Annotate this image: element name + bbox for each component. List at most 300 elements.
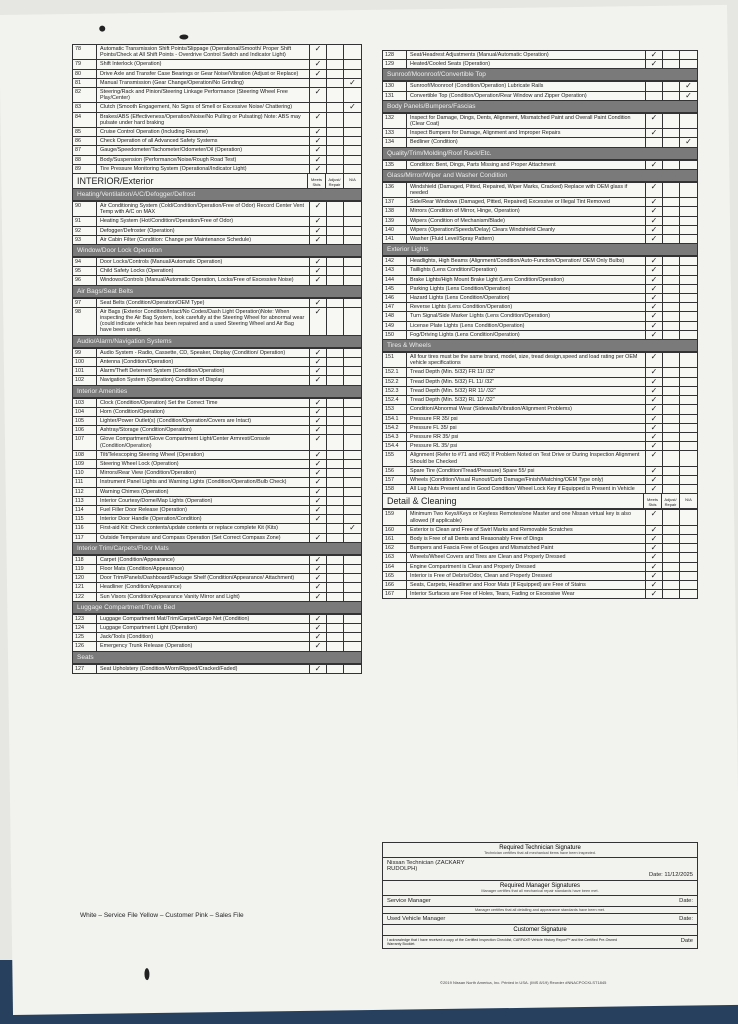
adjust-repair-check[interactable] [327,642,344,650]
meets-standard-check[interactable]: ✓ [646,510,663,524]
adjust-repair-check[interactable] [327,624,344,632]
not-applicable-check[interactable] [680,396,697,404]
not-applicable-check[interactable] [344,113,361,127]
not-applicable-check[interactable] [344,460,361,468]
not-applicable-check[interactable] [344,156,361,164]
meets-standard-check[interactable]: ✓ [646,217,663,225]
meets-standard-check[interactable] [646,138,663,146]
adjust-repair-check[interactable] [663,138,680,146]
meets-standard-check[interactable]: ✓ [310,469,327,477]
adjust-repair-check[interactable] [327,103,344,111]
meets-standard-check[interactable]: ✓ [646,161,663,169]
meets-standard-check[interactable]: ✓ [310,308,327,335]
adjust-repair-check[interactable] [327,399,344,407]
adjust-repair-check[interactable] [327,524,344,532]
meets-standard-check[interactable]: ✓ [310,137,327,145]
meets-standard-check[interactable]: ✓ [310,236,327,244]
not-applicable-check[interactable] [344,217,361,225]
meets-standard-check[interactable]: ✓ [310,460,327,468]
meets-standard-check[interactable]: ✓ [310,358,327,366]
not-applicable-check[interactable]: ✓ [349,523,356,533]
not-applicable-check[interactable] [680,485,697,493]
meets-standard-check[interactable]: ✓ [646,451,663,465]
not-applicable-check[interactable] [680,207,697,215]
not-applicable-check[interactable] [680,526,697,534]
not-applicable-check[interactable] [344,426,361,434]
meets-standard-check[interactable]: ✓ [646,563,663,571]
not-applicable-check[interactable] [344,665,361,673]
meets-standard-check[interactable]: ✓ [646,114,663,128]
adjust-repair-check[interactable] [663,60,680,68]
meets-standard-check[interactable]: ✓ [646,590,663,598]
meets-standard-check[interactable]: ✓ [310,202,327,216]
adjust-repair-check[interactable] [327,79,344,87]
meets-standard-check[interactable]: ✓ [310,258,327,266]
adjust-repair-check[interactable] [663,572,680,580]
not-applicable-check[interactable] [680,415,697,423]
not-applicable-check[interactable] [344,451,361,459]
not-applicable-check[interactable] [680,198,697,206]
adjust-repair-check[interactable] [327,128,344,136]
meets-standard-check[interactable]: ✓ [310,217,327,225]
signature-block [382,842,698,949]
not-applicable-check[interactable] [680,217,697,225]
not-applicable-check[interactable] [344,258,361,266]
not-applicable-check[interactable] [680,424,697,432]
not-applicable-check[interactable]: ✓ [349,102,356,112]
adjust-repair-check[interactable] [327,469,344,477]
adjust-repair-check[interactable] [327,70,344,78]
not-applicable-check[interactable] [680,114,697,128]
adjust-repair-check[interactable] [327,146,344,154]
adjust-repair-check[interactable] [327,137,344,145]
meets-standard-check[interactable]: ✓ [646,544,663,552]
not-applicable-check[interactable] [344,358,361,366]
not-applicable-check[interactable] [680,378,697,386]
meets-standard-check[interactable]: ✓ [646,312,663,320]
meets-standard-check[interactable]: ✓ [310,276,327,284]
meets-standard-check[interactable] [646,82,663,90]
not-applicable-check[interactable] [680,235,697,243]
adjust-repair-check[interactable] [327,113,344,127]
adjust-repair-check[interactable] [663,92,680,100]
not-applicable-check[interactable] [344,593,361,601]
not-applicable-check[interactable] [344,488,361,496]
not-applicable-check[interactable] [680,257,697,265]
adjust-repair-check[interactable] [327,615,344,623]
not-applicable-check[interactable] [680,266,697,274]
adjust-repair-check[interactable] [327,165,344,173]
meets-standard-check[interactable]: ✓ [646,378,663,386]
meets-standard-check[interactable]: ✓ [646,285,663,293]
not-applicable-check[interactable] [680,276,697,284]
not-applicable-check[interactable] [344,349,361,357]
meets-standard-check[interactable]: ✓ [646,467,663,475]
meets-standard-check[interactable]: ✓ [310,267,327,275]
adjust-repair-check[interactable] [663,368,680,376]
not-applicable-check[interactable] [680,405,697,413]
not-applicable-check[interactable] [344,478,361,486]
meets-standard-check[interactable]: ✓ [310,146,327,154]
meets-standard-check[interactable]: ✓ [310,565,327,573]
not-applicable-check[interactable] [344,574,361,582]
not-applicable-check[interactable] [344,60,361,68]
not-applicable-check[interactable] [344,399,361,407]
not-applicable-check[interactable] [680,60,697,68]
tech-signature-row[interactable]: Nissan Technician (ZACKARY RUDOLPH) Date: 11/12/2025 [382,858,698,881]
not-applicable-check[interactable]: ✓ [685,90,692,100]
meets-standard-check[interactable]: ✓ [310,556,327,564]
not-applicable-check[interactable] [344,642,361,650]
adjust-repair-check[interactable] [663,266,680,274]
meets-standard-check[interactable]: ✓ [646,129,663,137]
adjust-repair-check[interactable] [327,408,344,416]
adjust-repair-check[interactable] [663,563,680,571]
not-applicable-check[interactable] [344,624,361,632]
not-applicable-check[interactable]: ✓ [685,137,692,147]
meets-standard-check[interactable]: ✓ [646,581,663,589]
not-applicable-check[interactable] [344,534,361,542]
adjust-repair-check[interactable] [663,535,680,543]
meets-standard-check[interactable]: ✓ [310,60,327,68]
meets-standard-check[interactable]: ✓ [646,526,663,534]
meets-standard-check[interactable]: ✓ [310,534,327,542]
not-applicable-check[interactable] [344,408,361,416]
adjust-repair-check[interactable] [663,294,680,302]
not-applicable-check[interactable] [344,367,361,375]
not-applicable-check[interactable] [680,226,697,234]
checklist-row [382,92,698,101]
service-manager-row[interactable]: Service Manager Date: [382,896,698,907]
not-applicable-check[interactable]: ✓ [349,77,356,87]
meets-standard-check[interactable]: ✓ [646,476,663,484]
adjust-repair-check[interactable] [663,442,680,450]
adjust-repair-check[interactable] [663,415,680,423]
adjust-repair-check[interactable] [327,258,344,266]
detail-cleaning-header: Detail & Cleaning Meets Stds Adjust/ Repair N/A [382,494,698,509]
adjust-repair-check[interactable] [663,331,680,339]
meets-standard-check[interactable]: ✓ [310,376,327,384]
meets-standard-check[interactable]: ✓ [646,353,663,367]
adjust-repair-check[interactable] [663,526,680,534]
adjust-repair-check[interactable] [327,367,344,375]
adjust-repair-check[interactable] [327,435,344,449]
meets-standard-check[interactable]: ✓ [310,665,327,673]
meets-standard-check[interactable]: ✓ [646,433,663,441]
meets-standard-check[interactable]: ✓ [310,45,327,59]
adjust-repair-check[interactable] [663,235,680,243]
adjust-repair-check[interactable] [327,308,344,335]
not-applicable-check[interactable] [344,299,361,307]
adjust-repair-check[interactable] [327,665,344,673]
not-applicable-check[interactable] [344,165,361,173]
meets-standard-check[interactable]: ✓ [310,165,327,173]
not-applicable-check[interactable] [344,556,361,564]
adjust-repair-check[interactable] [327,506,344,514]
meets-standard-check[interactable]: ✓ [310,88,327,102]
not-applicable-check[interactable] [680,312,697,320]
meets-standard-check[interactable]: ✓ [646,572,663,580]
meets-standard-check[interactable]: ✓ [310,642,327,650]
adjust-repair-check[interactable] [663,581,680,589]
adjust-repair-check[interactable] [327,497,344,505]
adjust-repair-check[interactable] [327,60,344,68]
meets-standard-check[interactable]: ✓ [646,51,663,59]
adjust-repair-check[interactable] [327,583,344,591]
meets-standard-check[interactable]: ✓ [646,424,663,432]
adjust-repair-check[interactable] [327,556,344,564]
adjust-repair-check[interactable] [327,276,344,284]
meets-standard-check[interactable]: ✓ [646,405,663,413]
not-applicable-check[interactable] [680,510,697,524]
adjust-repair-check[interactable] [663,82,680,90]
not-applicable-check[interactable] [344,417,361,425]
section-heading: Air Bags/Seat Belts [72,286,362,298]
not-applicable-check[interactable] [344,583,361,591]
adjust-repair-check[interactable] [663,476,680,484]
not-applicable-check[interactable] [680,572,697,580]
meets-standard-check[interactable]: ✓ [310,367,327,375]
adjust-repair-check[interactable] [663,387,680,395]
not-applicable-check[interactable] [680,442,697,450]
not-applicable-check[interactable] [344,267,361,275]
meets-standard-check[interactable]: ✓ [310,426,327,434]
adjust-repair-check[interactable] [327,534,344,542]
meets-standard-check[interactable]: ✓ [310,593,327,601]
adjust-repair-check[interactable] [663,467,680,475]
meets-standard-check[interactable]: ✓ [646,535,663,543]
not-applicable-check[interactable] [680,476,697,484]
adjust-repair-check[interactable] [663,183,680,197]
adjust-repair-check[interactable] [663,378,680,386]
adjust-repair-check[interactable] [327,358,344,366]
meets-standard-check[interactable]: ✓ [310,574,327,582]
meets-standard-check[interactable]: ✓ [646,303,663,311]
adjust-repair-check[interactable] [663,114,680,128]
meets-standard-check[interactable]: ✓ [310,408,327,416]
not-applicable-check[interactable] [680,294,697,302]
adjust-repair-check[interactable] [327,376,344,384]
not-applicable-check[interactable] [680,303,697,311]
meets-standard-check[interactable]: ✓ [646,276,663,284]
meets-standard-check[interactable]: ✓ [310,488,327,496]
meets-standard-check[interactable]: ✓ [310,227,327,235]
customer-signature-row[interactable]: I acknowledge that I have received a copy of the Certified Inspection Checklist, CARFAX® Vehicle History Report™ and the Certified Pre-Owned Warranty Booklet. Date [382,936,698,949]
not-applicable-check[interactable] [344,88,361,102]
not-applicable-check[interactable] [680,535,697,543]
adjust-repair-check[interactable] [663,285,680,293]
meets-standard-check[interactable]: ✓ [310,417,327,425]
meets-standard-check[interactable]: ✓ [310,399,327,407]
meets-standard-check[interactable]: ✓ [310,156,327,164]
not-applicable-check[interactable] [680,368,697,376]
meets-standard-check[interactable]: ✓ [646,396,663,404]
meets-standard-check[interactable]: ✓ [646,368,663,376]
used-vehicle-manager-row[interactable]: Used Vehicle Manager Date: [382,914,698,925]
not-applicable-check[interactable] [680,451,697,465]
adjust-repair-check[interactable] [663,198,680,206]
meets-standard-check[interactable]: ✓ [646,183,663,197]
adjust-repair-check[interactable] [663,433,680,441]
meets-standard-check[interactable]: ✓ [310,113,327,127]
meets-standard-check[interactable]: ✓ [646,415,663,423]
adjust-repair-check[interactable] [663,303,680,311]
not-applicable-check[interactable] [344,633,361,641]
adjust-repair-check[interactable] [327,217,344,225]
not-applicable-check[interactable] [344,515,361,523]
meets-standard-check[interactable]: ✓ [646,198,663,206]
adjust-repair-check[interactable] [663,226,680,234]
not-applicable-check[interactable] [344,227,361,235]
not-applicable-check[interactable] [344,276,361,284]
not-applicable-check[interactable] [344,128,361,136]
adjust-repair-check[interactable] [663,590,680,598]
not-applicable-check[interactable] [344,146,361,154]
adjust-repair-check[interactable] [327,88,344,102]
adjust-repair-check[interactable] [327,156,344,164]
meets-standard-check[interactable] [646,92,663,100]
adjust-repair-check[interactable] [663,405,680,413]
adjust-repair-check[interactable] [663,257,680,265]
not-applicable-check[interactable] [680,353,697,367]
adjust-repair-check[interactable] [327,478,344,486]
not-applicable-check[interactable] [680,285,697,293]
not-applicable-check[interactable] [344,236,361,244]
item-description: Interior is Free of Debris/Odor, Clean and Properly Dressed [407,572,646,580]
not-applicable-check[interactable] [680,581,697,589]
not-applicable-check[interactable] [344,308,361,335]
meets-standard-check[interactable]: ✓ [310,506,327,514]
meets-standard-check[interactable]: ✓ [310,515,327,523]
not-applicable-check[interactable] [680,467,697,475]
meets-standard-check[interactable]: ✓ [646,331,663,339]
meets-standard-check[interactable]: ✓ [310,451,327,459]
not-applicable-check[interactable] [680,51,697,59]
not-applicable-check[interactable] [680,553,697,561]
meets-standard-check[interactable]: ✓ [310,70,327,78]
adjust-repair-check[interactable] [327,426,344,434]
adjust-repair-check[interactable] [663,161,680,169]
adjust-repair-check[interactable] [663,396,680,404]
meets-standard-check[interactable]: ✓ [310,478,327,486]
item-number: 129 [383,60,407,68]
meets-standard-check[interactable] [310,103,327,111]
meets-standard-check[interactable]: ✓ [310,633,327,641]
meets-standard-check[interactable]: ✓ [646,60,663,68]
meets-standard-check[interactable]: ✓ [310,497,327,505]
adjust-repair-check[interactable] [663,322,680,330]
adjust-repair-check[interactable] [327,267,344,275]
not-applicable-check[interactable] [344,202,361,216]
adjust-repair-check[interactable] [327,417,344,425]
meets-standard-check[interactable]: ✓ [646,553,663,561]
adjust-repair-check[interactable] [327,574,344,582]
not-applicable-check[interactable] [344,615,361,623]
adjust-repair-check[interactable] [327,227,344,235]
meets-standard-check[interactable]: ✓ [646,207,663,215]
meets-standard-check[interactable]: ✓ [646,322,663,330]
adjust-repair-check[interactable] [663,207,680,215]
adjust-repair-check[interactable] [663,312,680,320]
item-description: Tread Depth (Min. 5/32) FR 11/ /32" [407,368,646,376]
not-applicable-check[interactable]: ✓ [685,81,692,91]
meets-standard-check[interactable]: ✓ [310,128,327,136]
adjust-repair-check[interactable] [663,510,680,524]
not-applicable-check[interactable] [680,590,697,598]
meets-standard-check[interactable]: ✓ [310,583,327,591]
not-applicable-check[interactable] [344,497,361,505]
meets-standard-check[interactable]: ✓ [310,615,327,623]
meets-standard-check[interactable]: ✓ [646,387,663,395]
adjust-repair-check[interactable] [327,45,344,59]
adjust-repair-check[interactable] [327,515,344,523]
adjust-repair-check[interactable] [663,276,680,284]
adjust-repair-check[interactable] [663,485,680,493]
not-applicable-check[interactable] [680,433,697,441]
adjust-repair-check[interactable] [327,349,344,357]
adjust-repair-check[interactable] [327,593,344,601]
adjust-repair-check[interactable] [327,460,344,468]
meets-standard-check[interactable]: ✓ [646,485,663,493]
adjust-repair-check[interactable] [663,451,680,465]
not-applicable-check[interactable] [344,70,361,78]
adjust-repair-check[interactable] [663,353,680,367]
not-applicable-check[interactable] [344,435,361,449]
not-applicable-check[interactable] [680,387,697,395]
not-applicable-check[interactable] [680,322,697,330]
adjust-repair-check[interactable] [663,217,680,225]
meets-standard-check[interactable]: ✓ [646,266,663,274]
adjust-repair-check[interactable] [663,544,680,552]
not-applicable-check[interactable] [680,544,697,552]
item-number: 150 [383,331,407,339]
meets-standard-check[interactable]: ✓ [310,624,327,632]
not-applicable-check[interactable] [344,45,361,59]
meets-standard-check[interactable]: ✓ [310,435,327,449]
meets-standard-check[interactable]: ✓ [310,299,327,307]
not-applicable-check[interactable] [344,469,361,477]
adjust-repair-check[interactable] [327,565,344,573]
adjust-repair-check[interactable] [327,633,344,641]
not-applicable-check[interactable] [344,376,361,384]
meets-standard-check[interactable] [310,524,327,532]
not-applicable-check[interactable] [680,161,697,169]
adjust-repair-check[interactable] [663,51,680,59]
adjust-repair-check[interactable] [327,451,344,459]
adjust-repair-check[interactable] [663,424,680,432]
adjust-repair-check[interactable] [327,202,344,216]
not-applicable-check[interactable] [680,331,697,339]
adjust-repair-check[interactable] [327,299,344,307]
meets-standard-check[interactable]: ✓ [646,257,663,265]
adjust-repair-check[interactable] [327,236,344,244]
not-applicable-check[interactable] [344,565,361,573]
adjust-repair-check[interactable] [663,129,680,137]
meets-standard-check[interactable] [310,79,327,87]
adjust-repair-check[interactable] [663,553,680,561]
not-applicable-check[interactable] [680,183,697,197]
meets-standard-check[interactable]: ✓ [646,226,663,234]
not-applicable-check[interactable] [680,563,697,571]
meets-standard-check[interactable]: ✓ [646,294,663,302]
not-applicable-check[interactable] [344,137,361,145]
adjust-repair-check[interactable] [327,488,344,496]
not-applicable-check[interactable] [344,506,361,514]
meets-standard-check[interactable]: ✓ [646,442,663,450]
meets-standard-check[interactable]: ✓ [310,349,327,357]
meets-standard-check[interactable]: ✓ [646,235,663,243]
not-applicable-check[interactable] [680,129,697,137]
